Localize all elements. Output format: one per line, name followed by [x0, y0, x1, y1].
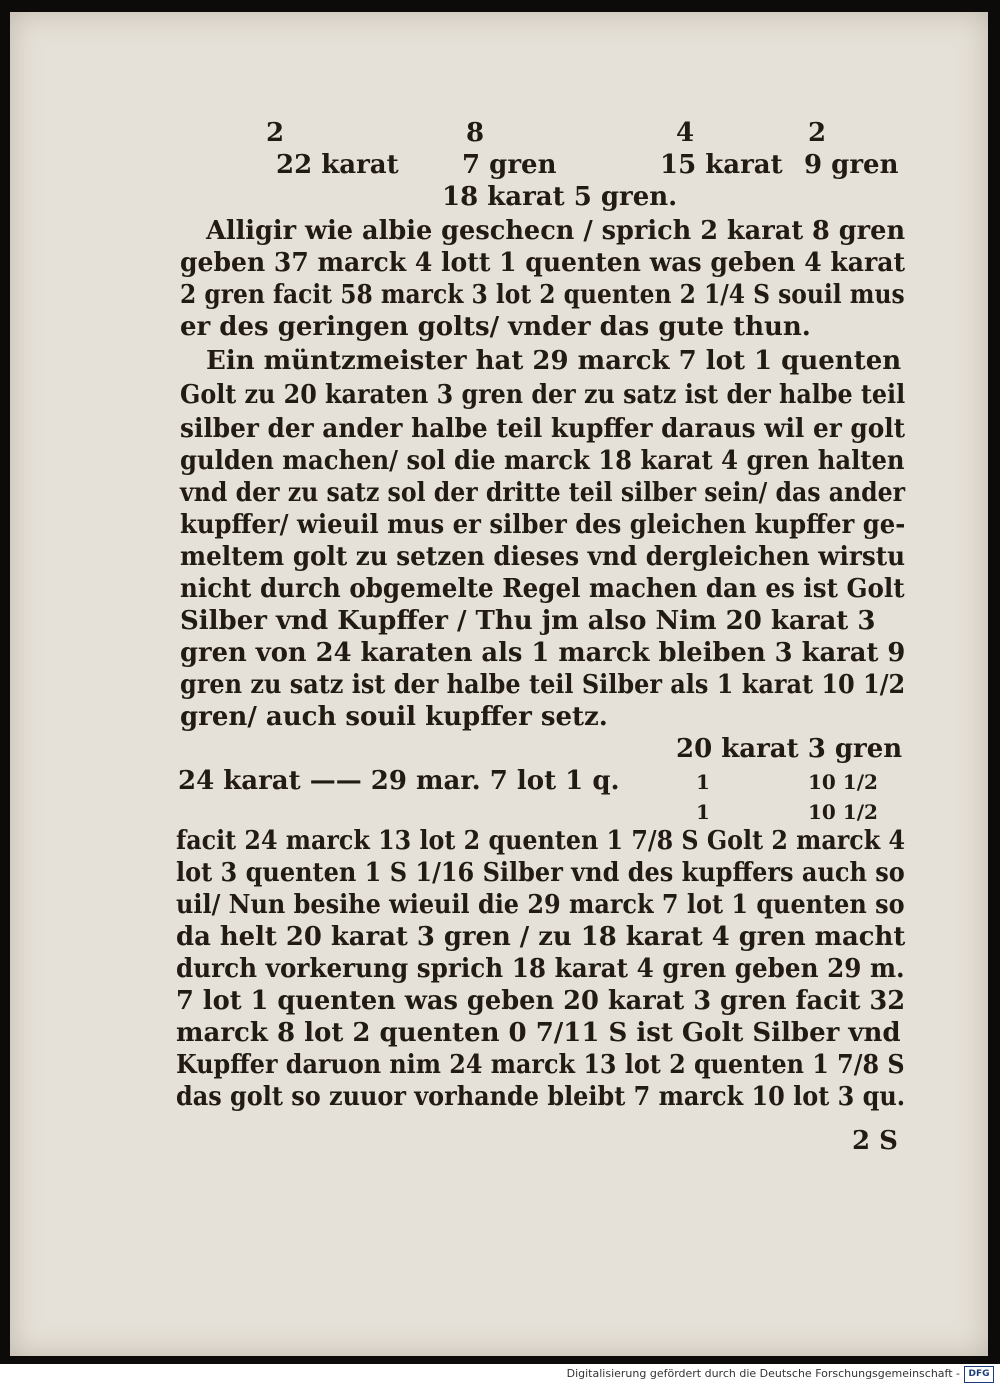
calc-left: 24 karat —— 29 mar. 7 lot 1 q.	[178, 766, 620, 796]
paragraph-line: Silber vnd Kupffer / Thu jm also Nim 20 karat 3	[180, 606, 876, 636]
paragraph-line: silber der ander halbe teil kupffer daraus wil er golt	[180, 414, 906, 444]
paragraph-line: Alligir wie albie geschecn / sprich 2 karat 8 gren	[206, 216, 906, 246]
paragraph-line: da helt 20 karat 3 gren / zu 18 karat 4 gren macht	[176, 922, 906, 952]
header-number: 4	[676, 118, 695, 148]
calc-row1-b: 10 1/2	[808, 770, 878, 794]
header-term: 9 gren	[804, 150, 899, 180]
paragraph-line: 2 gren facit 58 marck 3 lot 2 quenten 2 1/4 S souil mus	[180, 280, 905, 310]
paragraph-line: lot 3 quenten 1 S 1/16 Silber vnd des kupffers auch so	[176, 858, 905, 888]
paragraph-line: das golt so zuuor vorhande bleibt 7 marck 10 lot 3 qu.	[176, 1082, 906, 1112]
header-number: 2	[266, 118, 285, 148]
paragraph-line: durch vorkerung sprich 18 karat 4 gren geben 29 m.	[176, 954, 905, 984]
paragraph-line: gulden machen/ sol die marck 18 karat 4 gren halten	[180, 446, 905, 476]
paragraph-line: er des geringen golts/ vnder das gute thun.	[180, 312, 811, 342]
footer-bar	[0, 1364, 1000, 1384]
paragraph-line: gren zu satz ist der halbe teil Silber als 1 karat 10 1/2	[180, 670, 906, 700]
paragraph-line: facit 24 marck 13 lot 2 quenten 1 7/8 S Golt 2 marck 4	[176, 826, 906, 856]
footer-credit: Digitalisierung gefördert durch die Deutsche Forschungsgemeinschaft -	[566, 1367, 960, 1380]
calc-row1-a: 1	[696, 770, 710, 794]
paragraph-line: 7 lot 1 quenten was geben 20 karat 3 gren facit 32	[176, 986, 906, 1016]
calc-top-right: 20 karat 3 gren	[676, 734, 903, 764]
paragraph-line: vnd der zu satz sol der dritte teil silber sein/ das ander	[180, 478, 906, 508]
paragraph-line: Golt zu 20 karaten 3 gren der zu satz ist der halbe teil	[180, 380, 906, 410]
paragraph-line: marck 8 lot 2 quenten 0 7/11 S ist Golt Silber vnd	[176, 1018, 901, 1048]
calc-row2-b: 10 1/2	[808, 800, 878, 824]
paragraph-line: kupffer/ wieuil mus er silber des gleichen kupffer ge-	[180, 510, 906, 540]
paragraph-line: gren/ auch souil kupffer setz.	[180, 702, 608, 732]
header-result: 18 karat 5 gren.	[442, 182, 678, 212]
catchword: 2 S	[852, 1126, 898, 1156]
calc-row2-a: 1	[696, 800, 710, 824]
header-number: 8	[466, 118, 485, 148]
header-term: 15 karat	[660, 150, 783, 180]
paragraph-line: geben 37 marck 4 lott 1 quenten was geben 4 karat	[180, 248, 906, 278]
paragraph-line: Kupffer daruon nim 24 marck 13 lot 2 quenten 1 7/8 S	[176, 1050, 905, 1080]
paragraph-line: gren von 24 karaten als 1 marck bleiben 3 karat 9	[180, 638, 906, 668]
header-term: 7 gren	[462, 150, 557, 180]
paragraph-line: nicht durch obgemelte Regel machen dan es ist Golt	[180, 574, 905, 604]
dfg-logo-icon: DFG	[964, 1366, 994, 1383]
paragraph-line: Ein müntzmeister hat 29 marck 7 lot 1 quenten	[206, 346, 902, 376]
paragraph-line: uil/ Nun besihe wieuil die 29 marck 7 lot 1 quenten so	[176, 890, 905, 920]
header-term: 22 karat	[276, 150, 399, 180]
header-number: 2	[808, 118, 827, 148]
paragraph-line: meltem golt zu setzen dieses vnd dergleichen wirstu	[180, 542, 906, 572]
